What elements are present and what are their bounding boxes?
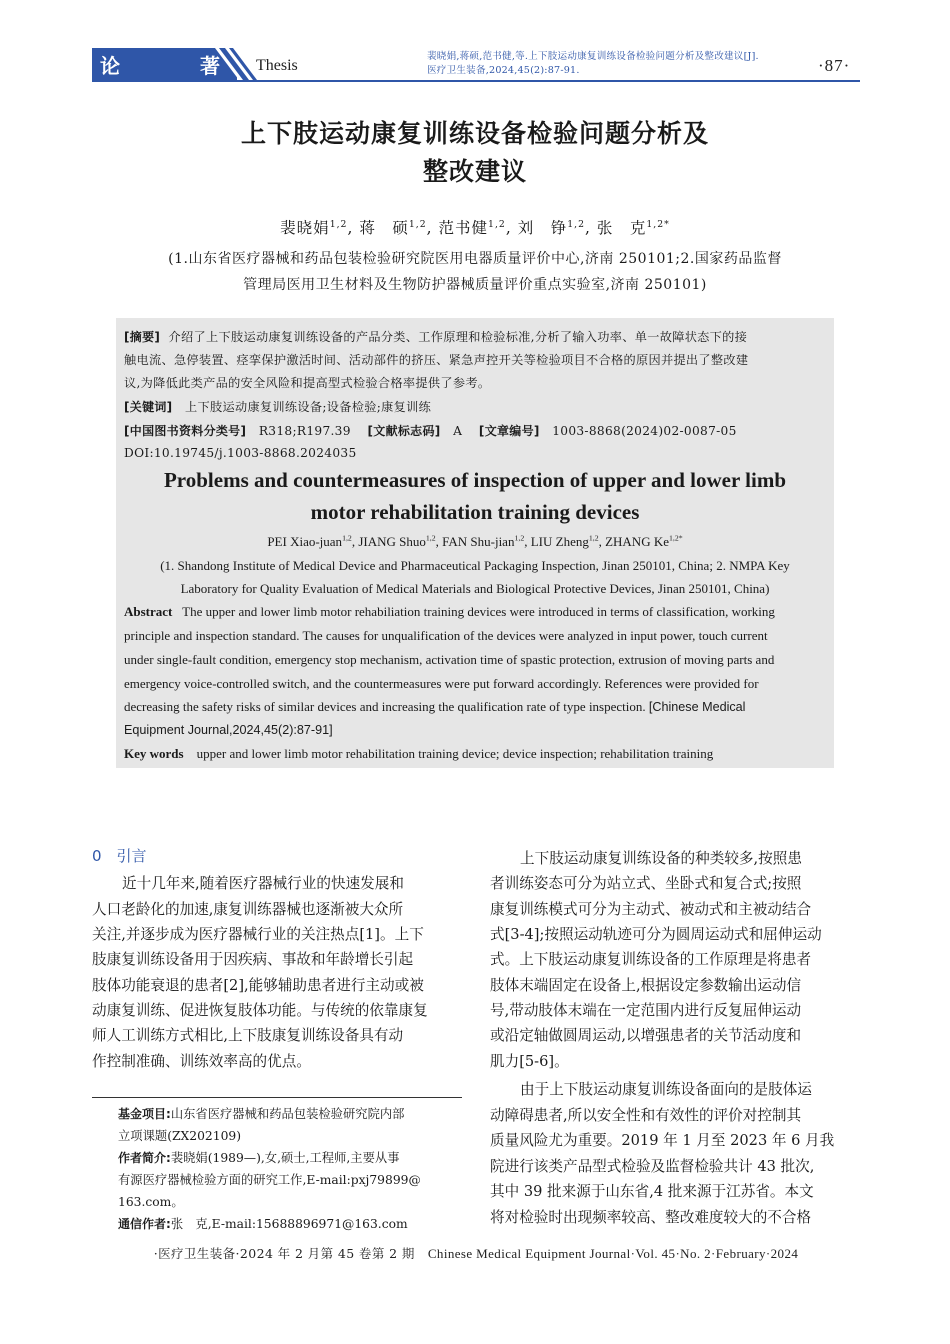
clc-value: R318;R197.39 [258,424,351,438]
section-tag-stripes [215,48,261,80]
english-keywords: upper and lower limb motor rehabilitation training device; device inspection; rehabilitation training [196,746,714,761]
fund-text: 山东省医疗器械和药品包装检验研究院内部 [170,1107,405,1121]
cn-abstract-text: 介绍了上下肢运动康复训练设备的产品分类、工作原理和检验标准,分析了输入功率、单一故障状态下的接 [168,330,748,344]
english-author-sup: 1,2 [425,533,436,543]
english-affiliation-line-1: (1. Shandong Institute of Medical Device and Pharmaceutical Packaging Inspection, Jinan 250101, China; 2. NMPA Key [160,558,790,573]
footer-cn: ·医疗卫生装备·2024 年 2 月第 45 卷第 2 期 [153,1246,415,1261]
fund-line-2: 立项课题(ZX202109) [118,1129,242,1143]
author-name: 范书健 [438,219,489,237]
english-author: JIANG Shuo [358,534,426,549]
header-rule [92,80,860,82]
body-line: 质量风险尤为重要。2019 年 1 月至 2023 年 6 月我 [490,1132,835,1149]
bio-label: 作者简介: [118,1151,171,1165]
clc-label: [中国图书资料分类号] [124,424,247,438]
body-line: 人口老龄化的加速,康复训练器械也逐渐被大众所 [92,901,404,918]
english-keywords-label: Key words [124,746,184,761]
body-line: 由于上下肢运动康复训练设备面向的是肢体运 [520,1081,812,1098]
cn-keywords-line [124,398,829,415]
cn-abstract-line-2: 触电流、急停装置、痉挛保护激活时间、活动部件的挤压、紧急声控开关等检验项目不合格的原因并提出了整改建 [124,353,749,367]
body-line: 肢康复训练设备用于因疾病、事故和年龄增长引起 [92,951,414,968]
article-no-value: 1003-8868(2024)02-0087-05 [552,424,737,438]
cn-classification-line [124,422,829,439]
paper-title-line-2: 整改建议 [422,157,527,186]
author-list: 裴晓娟$^{1,2}$, 蒋 硕$^{1,2}$, 范书健$^{1,2}$, 刘 铮$^{1,2}$, 张 克$^{1,2*}$ [280,218,670,237]
english-author-sup: 1,2 [342,533,352,543]
english-abstract-line-2: principle and inspection standard. The causes for unqualification of the devices were analyzed in input power, touch current [124,628,768,643]
english-author: LIU Zheng [530,534,589,549]
footer-en: Chinese Medical Equipment Journal·Vol. 45·No. 2·February·2024 [427,1246,799,1261]
corresponding-text: 张 克,E-mail:15688896971@163.com [170,1217,408,1231]
section-label [100,50,220,78]
cn-keywords: 上下肢运动康复训练设备;设备检验;康复训练 [185,400,432,414]
author-name: 张 克 [596,219,647,237]
corresponding-label: 通信作者: [118,1217,171,1231]
bio-line-2: 有源医疗器械检验方面的研究工作,E-mail:pxj79899@ [118,1173,421,1187]
corresponding-author-line [118,1214,463,1232]
english-abstract-line-4: emergency voice-controlled switch, and the countermeasures were put forward accordingly. References were provided for [124,676,759,691]
bio-line-1 [118,1148,463,1166]
author-name: 裴晓娟 [280,219,330,237]
doi: DOI:10.19745/j.1003-8868.2024035 [124,446,357,460]
citation-line-1: 裴晓娟,蒋硕,范书健,等.上下肢运动康复训练设备检验问题分析及整改建议[J]. [427,51,759,62]
english-abstract-line-1 [124,604,829,620]
english-author: FAN Shu-jian [442,534,515,549]
english-authors: PEI Xiao-juan$^{1,2}$, JIANG Shuo$^{1,2}$, FAN Shu-jian$^{1,2}$, LIU Zheng$^{1,2}$, ZHANG $Ke^{1,2*}$ [267,533,683,549]
cn-abstract-line-3: 议,为降低此类产品的安全风险和提高型式检验合格率提供了参考。 [124,376,491,390]
english-title-line-2: motor rehabilitation training devices [310,500,640,524]
author-sup: 1,2* [646,218,670,230]
body-line: 动障碍患者,所以安全性和有效性的评价对控制其 [490,1107,802,1124]
journal-ref: Equipment Journal,2024,45(2):87-91] [124,723,333,737]
english-author: PEI Xiao-juan [267,534,343,549]
body-line: 作控制准确、训练效率高的优点。 [92,1053,311,1070]
cn-abstract-label: [摘要] [124,330,161,344]
body-line: 者训练姿态可分为站立式、坐卧式和复合式;按照 [490,875,802,892]
cn-keywords-label: [关键词] [124,400,173,414]
author-sup: 1,2 [329,218,348,230]
english-keywords-line [124,746,829,762]
article-no-label: [文章编号] [478,424,540,438]
body-line: 师人工训练方式相比,上下肢康复训练设备具有动 [92,1027,404,1044]
english-abstract-text: decreasing the safety risks of similar devices and increasing the qualification rate of type inspection. [124,699,646,714]
english-abstract-line-6 [124,722,829,738]
page-number: ·87· [818,56,851,75]
cn-abstract-line-1 [124,328,829,345]
footnote-rule [92,1097,462,1098]
body-line: 式[3-4];按照运动轨迹可分为圆周运动式和屈伸运动 [490,926,822,943]
english-author-sup: 1,2* [669,533,683,543]
doc-code-label: [文献标志码] [367,424,441,438]
page-footer [92,1244,860,1262]
body-line: 院进行该类产品型式检验及监督检验共计 43 批次, [490,1158,815,1175]
journal-ref: [Chinese Medical [648,700,746,714]
section-label-char-2: 著 [200,53,220,78]
body-line: 将对检验时出现频率较高、整改难度较大的不合格 [490,1209,812,1226]
citation [427,50,817,78]
author-sup: 1,2 [408,218,427,230]
author-sup: 1,2 [488,218,506,230]
english-abstract-line-3: under single-fault condition, emergency stop mechanism, activation time of spastic protection, extrusion of moving parts and [124,652,775,667]
bio-text: 裴晓娟(1989—),女,硕士,工程师,主要从事 [170,1151,400,1165]
body-line: 肌力[5-6]。 [490,1053,569,1070]
english-abstract-line-5 [124,699,829,715]
author-sup: 1,2 [567,218,585,230]
body-line: 号,带动肢体末端在一定范围内进行反复屈伸运动 [490,1002,802,1019]
body-line: 关注,并逐步成为医疗器械行业的关注热点[1]。上下 [92,926,424,943]
body-line: 或沿定轴做圆周运动,以增强患者的关节活动度和 [490,1027,802,1044]
english-author-sup: 1,2 [514,533,525,543]
section-label-char-1: 论 [100,53,120,78]
english-author-sup: 1,2 [588,533,599,543]
bio-line-3: 163.com。 [118,1195,184,1209]
citation-line-2: 医疗卫生装备,2024,45(2):87-91. [427,65,580,76]
author-name: 蒋 硕 [359,219,409,237]
body-line: 其中 39 批来源于山东省,4 批来源于江苏省。本文 [490,1183,814,1200]
body-line: 肢体功能衰退的患者[2],能够辅助患者进行主动或被 [92,977,424,994]
body-line: 上下肢运动康复训练设备的种类较多,按照患 [520,850,802,867]
english-abstract-text: The upper and lower limb motor rehabiliation training devices were introduced in terms of classification, working [182,604,775,619]
english-title-line-1: Problems and countermeasures of inspection of upper and lower limb [163,468,787,492]
section-heading-intro: 0 引言 [92,847,147,865]
body-line: 康复训练模式可分为主动式、被动式和主被动结合 [490,901,812,918]
doc-code-value: A [453,424,463,438]
body-line: 动康复训练、促进恢复肢体功能。与传统的依靠康复 [92,1002,428,1019]
affiliation-line-2: 管理局医用卫生材料及生物防护器械质量评价重点实验室,济南 250101) [243,277,707,293]
english-abstract-label: Abstract [124,604,173,619]
body-line: 肢体末端固定在设备上,根据设定参数输出运动信 [490,977,802,994]
body-line: 式。上下肢运动康复训练设备的工作原理是将患者 [490,951,812,968]
author-name: 刘 铮 [517,219,568,237]
affiliation-line-1: (1.山东省医疗器械和药品包装检验研究院医用电器质量评价中心,济南 250101;2.国家药品监督 [168,251,782,267]
section-label-en: Thesis [256,57,298,74]
english-author: ZHANG Ke [605,534,669,549]
paper-title-line-1: 上下肢运动康复训练设备检验问题分析及 [240,119,709,148]
body-line: 近十几年来,随着医疗器械行业的快速发展和 [122,875,404,892]
fund-line-1 [118,1104,463,1122]
fund-label: 基金项目: [118,1107,171,1121]
english-affiliation-line-2: Laboratory for Quality Evaluation of Medical Materials and Biological Protective Devices, Jinan 250101, China) [180,581,770,596]
